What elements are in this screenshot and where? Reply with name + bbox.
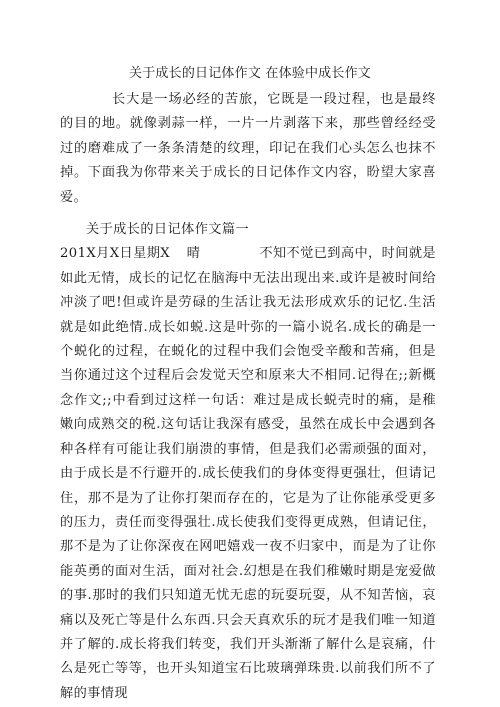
diary-paragraph: 如此无情，成长的记忆在脑海中无法出现出来.或许是被时间给冲淡了吧!但或许是劳碌的生活让我无法形成欢乐的记忆.生活就是如此绝情.成长如蜕.这是叶弥的一篇小说名.成长的确是一个蜕化的过程，在蜕化的过程中我们会饱受辛酸和苦痛，但是当你通过这个过程后会发觉天空和原来大不相同.记得在;;新概念作文;;中看到过这样一句话：难过是成长蜕壳时的痛，是稚嫩向成熟交的税.这句话让我深有感受，虽然在成长中会遇到各种各样有可能让我们崩溃的事情，但是我们必需顽强的面对，由于成长是不行避开的.成长使我们的身体变得更强壮，但请记住，那不是为了让你打架而存在的，它是为了让你能承受更多的压力，责任而变得强壮.成长使我们变得更成熟，但请记住，那不是为了让你深夜在网吧嬉戏一夜不归家中，而是为了让你能英勇的面对生活，面对社会.幻想是在我们稚嫩时期是宠爱做的事.那时的我们只知道无忧无虑的玩耍玩耍，从不知苦恼，哀痛以及死亡等是什么东西.只会天真欢乐的玩才是我们唯一知道并了解的.成长将我们转变，我们开头渐渐了解什么是哀痛，什么是死亡等等，也开头知道宝石比玻璃弹珠贵.以前我们所不了解的事情现 [60, 270, 436, 701]
document-title: 关于成长的日记体作文 在体验中成长作文 [129, 66, 371, 81]
intro-paragraph: 长大是一场必经的苦旅，它既是一段过程，也是最终的目的地。就像剥蒜一样，一片一片剥落下来，那些曾经经受过的磨难成了一条条清楚的纹理，印记在我们心头怎么也抹不掉。下面我为你带来关于成长的日记体作文内容，盼望大家喜爱。 [60, 92, 436, 205]
document-body [60, 88, 436, 706]
diary-weekday: 星期X [133, 246, 171, 262]
diary-date: 201X月X日 [60, 246, 134, 262]
diary-weather: 晴 [186, 246, 201, 262]
diary-opening: 不知不觉已到高中，时间就是 [259, 246, 436, 262]
section-heading: 关于成长的日记体作文篇一 [86, 222, 250, 238]
diary-header-line [60, 242, 436, 266]
